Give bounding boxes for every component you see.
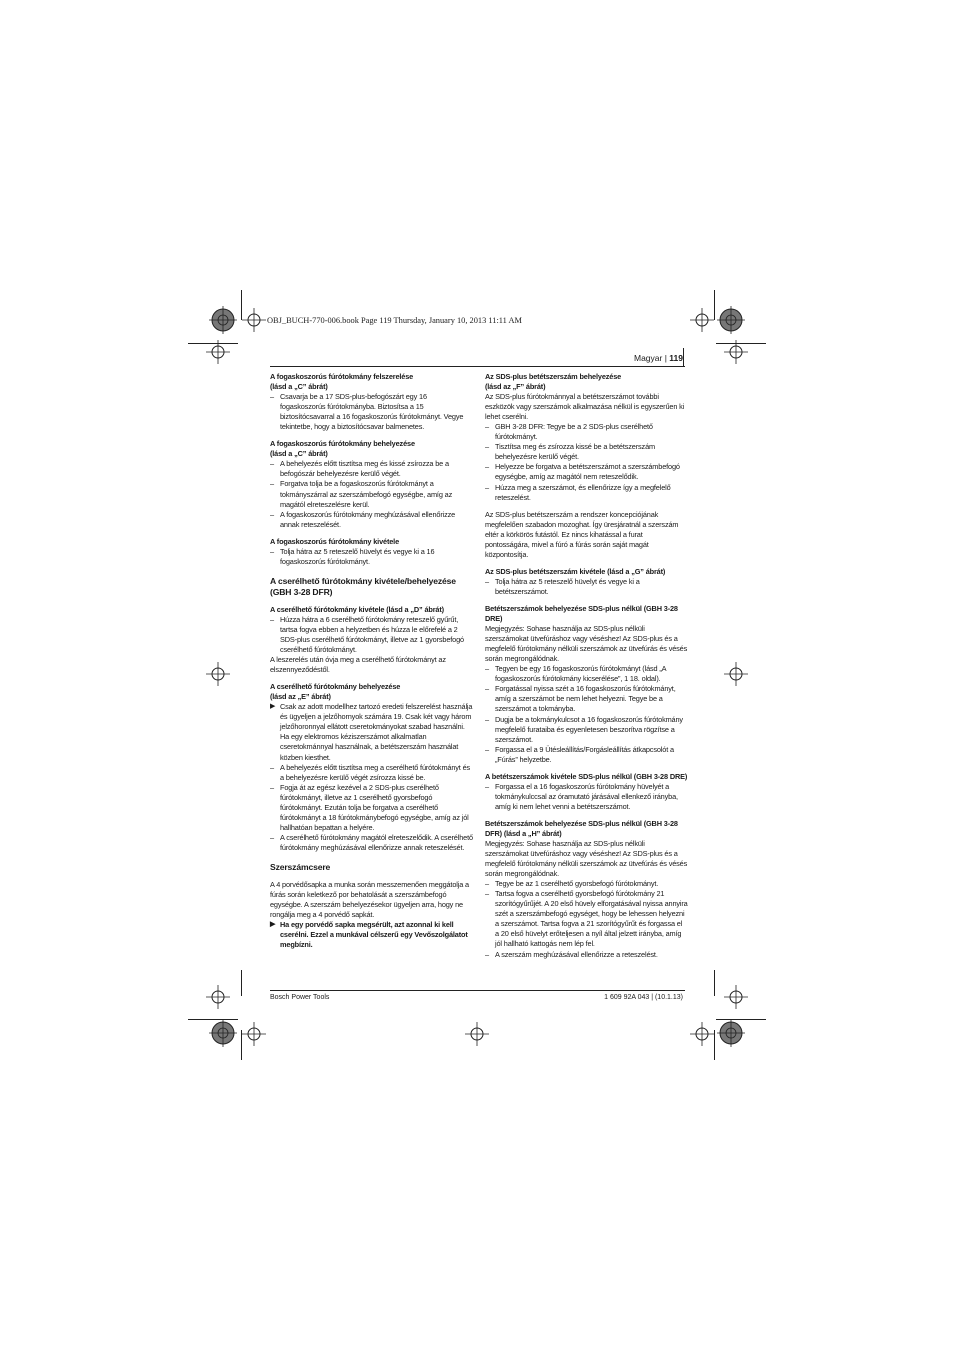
registration-mark-icon [208,1018,238,1048]
list-item-text: Tolja hátra az 5 reteszelő hüvelyt és vegye ki a betétszerszámot. [495,576,640,596]
warning-item [270,920,473,950]
list-item [485,879,688,889]
paragraph: Megjegyzés: Sohase használja az SDS-plus nélküli szerszámokat ütvefúráshoz vagy véséshez! Az SDS-plus és a megfelelő fúrótokmány nélküli szerszámok az ütvefúrás és vésés során megrongálódnak. [485,839,688,879]
section-heading: (lásd az „F” ábrát) [485,382,546,392]
list-item [485,422,688,442]
list-item [485,684,688,714]
list-item [270,479,473,509]
dash-bullet: – [485,879,489,889]
footer-code: 1 609 92A 043 | (10.1.13) [604,994,683,1001]
dash-bullet: – [270,459,274,469]
list-item-text: Tolja hátra az 5 reteszelő hüvelyt és vegye ki a 16 fogaskoszorús fúrótokmányt. [280,546,435,566]
section-heading: A fogaskoszorús fúrótokmány behelyezése [270,439,415,449]
dash-bullet: – [270,479,274,489]
list-item-text: Helyezze be forgatva a betétszerszámot a szerszámbefogó egységbe, amíg az magától nem reteszelődik. [495,462,680,482]
dash-bullet: – [485,462,489,472]
header-page-box [683,348,684,367]
list-item-text: GBH 3-28 DFR: Tegye be a 2 SDS-plus cserélhető fúrótokmányt. [495,422,653,442]
section-heading: A cserélhető fúrótokmány behelyezése [270,682,401,692]
arrow-bullet-icon: ▶ [270,703,276,711]
header-language: Magyar [634,353,663,363]
paragraph: A 4 porvédősapka a munka során messzemenően meggátolja a fúrás során keletkező por behatolását a szerszámbefogó egységbe. A szerszám behelyezésekor ügyeljen arra, hogy ne rongálja meg a 4 porvédő sapkát. [270,879,469,920]
header-rule [270,366,685,367]
list-item-text: Forgatva tolja be a fogaskoszorús fúrótokmányt a tokmányszárral az szerszámbefogó egységbe, amíg az magától elreteszelésre kerül. [280,479,453,509]
chapter-heading: A cserélhető fúrótokmány kivétele/behelyezése (GBH 3-28 DFR) [270,575,456,597]
list-item-text: Forgassa el a 16 fogaskoszorús fúrótokmány hüvelyét a tokmánykulccsal az óramutató járásával ellenkező irányba, amíg ki nem lehet venni a betétszerszámot. [495,781,678,811]
registration-mark-icon [242,1022,266,1046]
dash-bullet: – [485,781,489,791]
paragraph: Az SDS-plus betétszerszám a rendszer koncepciójának megfelelően szabadon mozoghat. Így üresjáratnál a szerszám eltér a körkörös futástól. Ez nincs kihatással a furat pontosságára, mivel a fúró a fúrás során saját magát központosítja. [485,509,679,559]
list-item [485,664,688,684]
dash-bullet: – [270,509,274,519]
section-heading: (lásd az „E” ábrát) [270,692,331,702]
list-item [485,715,688,745]
dash-bullet: – [485,889,489,899]
dash-bullet: – [485,576,489,586]
list-item [485,577,688,597]
dash-bullet: – [485,664,489,674]
list-item [270,547,473,567]
print-slug: OBJ_BUCH-770-006.book Page 119 Thursday, January 10, 2013 11:11 AM [267,316,522,325]
list-item-text: A behelyezés előtt tisztítsa meg és kissé zsírozza be a befogószár behelyezésre kerülő végét. [280,459,449,479]
list-item-text: Forgassa el a 9 Ütésleállítás/Forgásleállítás átkapcsolót a „Fúrás” helyzetbe. [495,744,674,764]
arrow-bullet-icon: ▶ [270,921,276,929]
list-item-text: Forgatással nyissa szét a 16 fogaskoszorús fúrótokmányt, amíg a szerszámot be nem lehet helyezni. Tegye be a szerszámot a tokmányba. [495,684,676,714]
list-item-text: A szerszám meghúzásával ellenőrizze a reteszelést. [495,949,658,959]
footer-rule [270,990,685,991]
dash-bullet: – [270,782,274,792]
list-item [270,763,473,783]
registration-mark-icon [242,308,266,332]
list-item-text: Fogja át az egész kezével a 2 SDS-plus cserélhető fúrótokmányt, illetve az 1 cserélhető gyorsbefogó fúrótokmányt. Ezután tolja be forgatva a cserélhető fúrótokmányt a 18 fúrótokmánybefogó egységbe, amíg az jól hallhatóan bepattan a helyére. [280,782,469,832]
dash-bullet: – [485,744,489,754]
list-item [485,950,688,960]
dash-bullet: – [270,392,274,402]
section-heading: A fogaskoszorús fúrótokmány felszerelése [270,372,414,381]
list-item [485,782,688,812]
page-number: 119 [669,353,683,363]
section-heading: (lásd a „C” ábrát) [270,382,328,392]
list-item [270,392,473,432]
registration-mark-icon [724,662,748,686]
list-item [485,483,688,503]
list-item-text: Húzza hátra a 6 cserélhető fúrótokmány reteszelő gyűrűt, tartsa fogva ebben a helyzetben és húzza le előrefelé a 2 SDS-plus cserélhető fúrótokmányt, illetve az 1 gyorsbefogó cserélhető fúrótokmányt. [280,614,464,655]
list-item [485,442,688,462]
list-item-text: A behelyezés előtt tisztítsa meg a cserélhető fúrótokmányt és a behelyezésre kerülő végét zsírozza kissé be. [280,762,471,782]
list-item-text: Tegyen be egy 16 fogaskoszorús fúrótokmányt (lásd „A fogaskoszorús fúrótokmány kicserélése”, 1 18. oldal). [495,664,666,684]
registration-mark-icon [690,308,714,332]
list-item [485,889,688,949]
list-item-text: Tisztítsa meg és zsírozza kissé be a betétszerszám behelyezésre kerülő végét. [495,442,655,462]
registration-mark-icon [716,1018,746,1048]
list-item-text: Tegye be az 1 cserélhető gyorsbefogó fúrótokmányt. [495,879,659,889]
registration-mark-icon [208,305,238,335]
registration-mark-icon [690,1022,714,1046]
list-item-text: Csak az adott modellhez tartozó eredeti felszerelést használja és ügyeljen a jelzőhornyok számára 19. Csak két vagy három jelzőhoronnyal ellátott cseretokmányokat szabad használni. Ha egy elektromos kéziszerszámot alkalmatlan cseretokmánnyal használnak, a betétszerszám használat közben kiesthet. [280,702,473,762]
list-item-text: A fogaskoszorús fúrótokmány meghúzásával ellenőrizze annak reteszelését. [280,509,456,529]
dash-bullet: – [485,422,489,432]
paragraph: Az SDS-plus fúrótokmánnyal a betétszerszámot további eszközök vagy szerszámok alkalmazása nélkül is egyszerűen ki lehet cserélni. [485,392,685,422]
section-heading: A betétszerszámok kivétele SDS-plus nélkül (GBH 3-28 DRE) [485,771,688,781]
list-item-text: Csavarja be a 17 SDS-plus-befogószárt egy 16 fogaskoszorús fúrótokmányba. Biztosítsa a 15 biztosítócsavarral a 16 fogaskoszorús fúrótokmányt. Vegye tekintetbe, hogy a biztosítócsavar balmenetes. [280,392,464,432]
paragraph: Megjegyzés: Sohase használja az SDS-plus nélküli szerszámokat ütvefúráshoz vagy véséshez! Az SDS-plus és a megfelelő fúrótokmány nélküli szerszámok az ütvefúrás és vésés során megrongálódnak. [485,624,688,664]
registration-mark-icon [465,1022,489,1046]
dash-bullet: – [270,832,274,842]
list-item-text: Dugja be a tokmánykulcsot a 16 fogaskoszorús fúrótokmány megfelelő furataiba és egyenletesen beszorítva rögzítse a szerszámot. [495,714,683,744]
section-heading: A fogaskoszorús fúrótokmány kivétele [270,536,399,546]
list-item-text: Tartsa fogva a cserélhető gyorsbefogó fúrótokmány 21 szorítógyűrűjét. A 20 első hüvely elforgatásával nyissa annyira szét a szerszámbefogó egységet, hogy be lehessen helyezni a szerszámot. Tartsa fogva a 21 szorítógyűrűt és forgassa el a 20 első hüvelyt erőteljesen a nyíl által jelzett irányba, amíg jól hallható kattogás nem lép fel. [495,889,688,949]
section-heading: Betétszerszámok behelyezése SDS-plus nélkül (GBH 3-28 DRE) [485,603,678,624]
dash-bullet: – [485,949,489,959]
section-heading: A cserélhető fúrótokmány kivétele (lásd a „D” ábrát) [270,604,444,614]
paragraph: A leszerelés után óvja meg a cserélhető fúrótokmányt az elszennyeződéstől. [270,655,446,675]
list-item-text: Húzza meg a szerszámot, és ellenőrizze így a megfelelő reteszelést. [495,482,671,502]
chapter-heading: Szerszámcsere [270,861,331,872]
list-item-text: A cserélhető fúrótokmány magától elreteszelődik. A cserélhető fúrótokmány meghúzásával ellenőrizze annak reteszelését. [280,832,473,852]
registration-mark-icon [716,305,746,335]
registration-mark-icon [206,662,230,686]
section-heading: Az SDS-plus betétszerszám kivétele (lásd a „G” ábrát) [485,566,666,576]
dash-bullet: – [270,762,274,772]
section-heading: (lásd a „C” ábrát) [270,449,328,459]
list-item [270,783,473,833]
list-item [270,615,473,655]
dash-bullet: – [485,482,489,492]
dash-bullet: – [270,546,274,556]
dash-bullet: – [485,714,489,724]
list-item [270,510,473,530]
list-item [270,833,473,853]
registration-mark-icon [724,985,748,1009]
registration-mark-icon [206,985,230,1009]
page-header [634,353,683,363]
dash-bullet: – [485,442,489,452]
right-column [485,372,688,960]
section-heading: Betétszerszámok behelyezése SDS-plus nélkül (GBH 3-28 DFR) (lásd a „H” ábrát) [485,818,678,838]
warning-item [270,702,473,762]
dash-bullet: – [485,684,489,694]
left-column [270,372,473,950]
list-item-text: Ha egy porvédő sapka megsérült, azt azonnal ki kell cserélni. Ezzel a munkával célszerű egy Vevőszolgálatot megbízni. [280,920,468,950]
section-heading: Az SDS-plus betétszerszám behelyezése [485,372,622,381]
list-item [485,462,688,482]
header-separator: | [662,353,670,363]
list-item [270,459,473,479]
list-item [485,745,688,765]
footer-brand: Bosch Power Tools [270,994,330,1001]
dash-bullet: – [270,614,274,624]
